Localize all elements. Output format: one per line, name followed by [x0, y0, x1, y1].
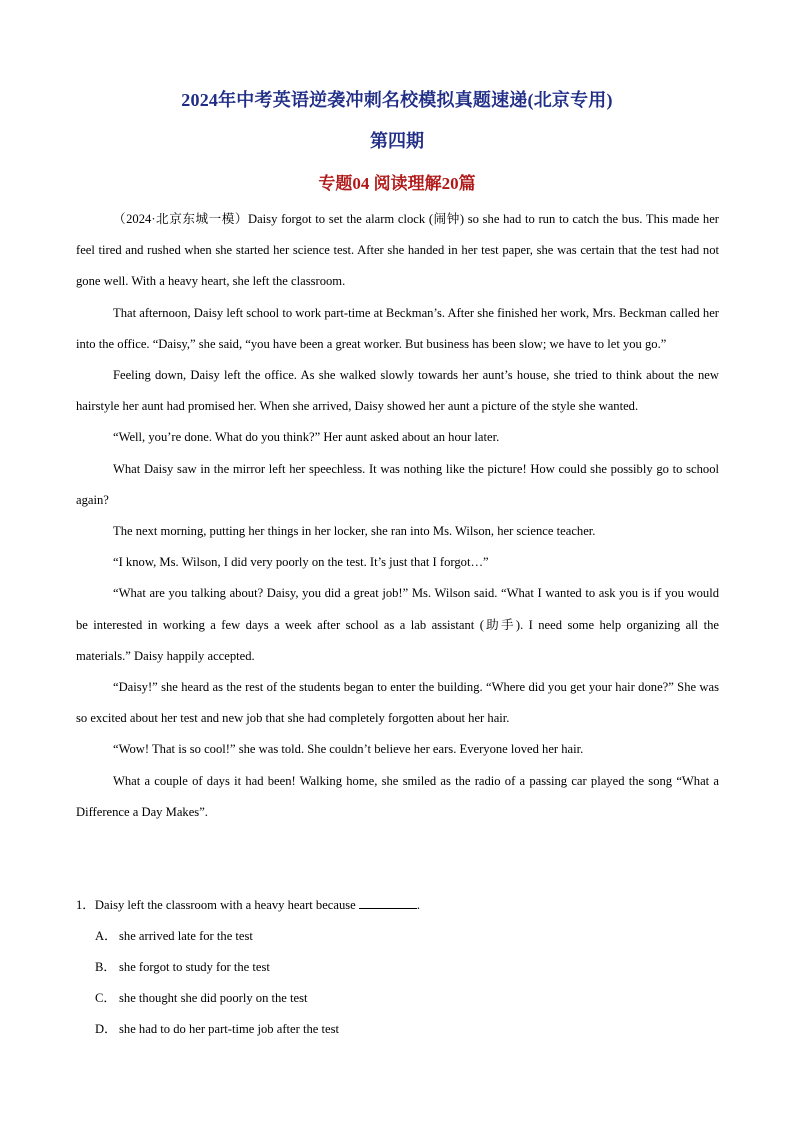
- option-letter: A．: [95, 929, 117, 943]
- passage-paragraph: Feeling down, Daisy left the office. As she walked slowly towards her aunt’s house, she tried to think about the new hairstyle her aunt had promised her. When she arrived, Daisy showed her aunt a picture of the style she wanted.: [76, 368, 719, 414]
- passage-paragraph: The next morning, putting her things in her locker, she ran into Ms. Wilson, her science teacher.: [113, 524, 596, 539]
- passage-paragraph: “Well, you’re done. What do you think?” Her aunt asked about an hour later.: [113, 430, 500, 445]
- option-text: she arrived late for the test: [119, 929, 253, 943]
- option-d[interactable]: [76, 1014, 719, 1045]
- passage-paragraph: What Daisy saw in the mirror left her speechless. It was nothing like the picture! How could she possibly go to school again?: [76, 461, 719, 507]
- question-stem: 1．Daisy left the classroom with a heavy heart because .: [76, 898, 421, 912]
- passage-paragraph: （2024·北京东城一模）Daisy forgot to set the alarm clock (闹钟) so she had to run to catch the bus. This made her feel tired and rushed when she started her science test. After she handed in her test paper, she was certain that the test had not gone well. With a heavy heart, she left the classroom.: [76, 212, 719, 289]
- passage-paragraph: “What are you talking about? Daisy, you did a great job!” Ms. Wilson said. “What I wanted to ask you is if you would be interested in working a few days a week after school as a lab assistant (助手). I need some help organizing all the materials.” Daisy happily accepted.: [76, 586, 719, 663]
- option-text: she thought she did poorly on the test: [119, 991, 308, 1005]
- issue-label: 第四期: [370, 131, 424, 151]
- passage-paragraph: “Wow! That is so cool!” she was told. She couldn’t believe her ears. Everyone loved her hair.: [113, 742, 584, 757]
- question-block: [76, 890, 719, 1045]
- passage-source: （2024·北京东城一模）: [113, 212, 248, 226]
- option-letter: D．: [95, 1022, 117, 1036]
- option-a[interactable]: [76, 921, 719, 952]
- answer-blank: [359, 896, 417, 909]
- document-title: 2024年中考英语逆袭冲刺名校模拟真题速递(北京专用): [181, 90, 613, 110]
- option-b[interactable]: [76, 952, 719, 983]
- option-c[interactable]: [76, 983, 719, 1014]
- option-text: she forgot to study for the test: [119, 960, 270, 974]
- passage-paragraph: “Daisy!” she heard as the rest of the students began to enter the building. “Where did you get your hair done?” She was so excited about her test and new job that she had completely forgotten about her hair.: [76, 680, 719, 726]
- option-text: she had to do her part-time job after the test: [119, 1022, 339, 1036]
- topic-heading: 专题04 阅读理解20篇: [318, 174, 476, 193]
- reading-passage: [76, 204, 719, 828]
- passage-paragraph: What a couple of days it had been! Walking home, she smiled as the radio of a passing car played the song “What a Difference a Day Makes”.: [76, 773, 719, 819]
- passage-paragraph: “I know, Ms. Wilson, I did very poorly on the test. It’s just that I forgot…”: [113, 555, 489, 570]
- option-letter: B．: [95, 960, 116, 974]
- option-letter: C．: [95, 991, 116, 1005]
- question-number: 1．: [76, 898, 95, 912]
- passage-paragraph: That afternoon, Daisy left school to work part-time at Beckman’s. After she finished her work, Mrs. Beckman called her into the office. “Daisy,” she said, “you have been a great worker. But business has been slow; we have to let you go.”: [76, 305, 719, 351]
